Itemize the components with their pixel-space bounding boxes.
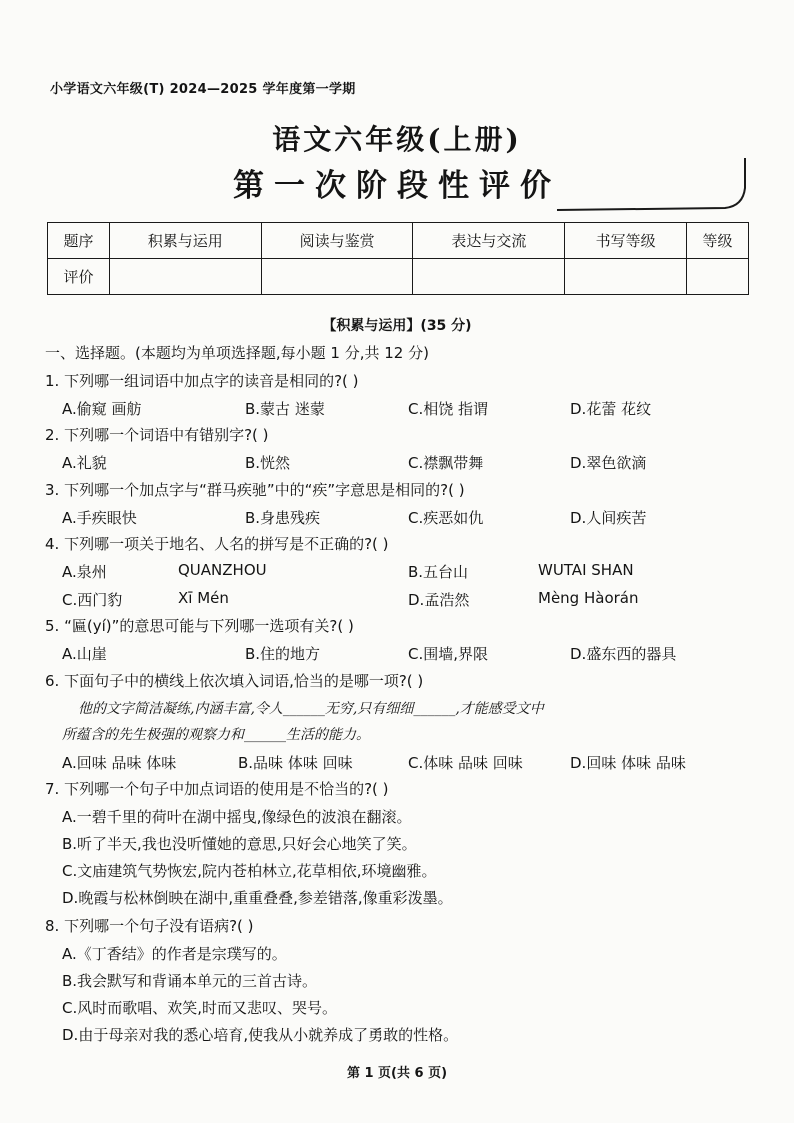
- q6-option-a: A.回味 品味 体味: [62, 754, 177, 772]
- question-2-stem: 2. 下列哪一个词语中有错别字?( ): [45, 426, 269, 444]
- q7-sentence-c: C.文庙建筑气势恢宏,院内苍柏林立,花草相依,环境幽雅。: [62, 862, 437, 880]
- q7-sentence-d: D.晚霞与松林倒映在湖中,重重叠叠,参差错落,像重彩泼墨。: [62, 889, 453, 907]
- q4-option-b-name: B.五台山: [408, 563, 469, 581]
- q1-option-c: C.相饶 指谓: [408, 400, 489, 418]
- question-3-stem: 3. 下列哪一个加点字与“群马疾驰”中的“疾”字意思是相同的?( ): [45, 481, 465, 499]
- question-6-stem: 6. 下面句子中的横线上依次填入词语,恰当的是哪一项?( ): [45, 672, 424, 690]
- q6-option-d: D.回味 体味 品味: [570, 754, 686, 772]
- q2-option-c: C.襟飘带舞: [408, 454, 484, 472]
- q4-option-d-name: D.孟浩然: [408, 591, 470, 609]
- q4-option-a-name: A.泉州: [62, 563, 107, 581]
- score-table-header-row: [48, 223, 749, 259]
- score-table-eval-row: [48, 259, 749, 295]
- q2-option-b: B.恍然: [245, 454, 291, 472]
- question-4-stem: 4. 下列哪一项关于地名、人名的拼写是不正确的?( ): [45, 535, 389, 553]
- score-row-label: 评价: [48, 259, 110, 295]
- q5-option-a: A.山崖: [62, 645, 107, 663]
- q5-option-c: C.围墙,界限: [408, 645, 489, 663]
- score-header-cell: 表达与交流: [413, 223, 565, 259]
- question-5-stem: 5. “匾(yí)”的意思可能与下列哪一选项有关?( ): [45, 617, 354, 635]
- score-blank-cell[interactable]: [565, 259, 687, 295]
- q6-option-b: B.品味 体味 回味: [238, 754, 353, 772]
- score-header-cell: 题序: [48, 223, 110, 259]
- q6-option-c: C.体味 品味 回味: [408, 754, 523, 772]
- q3-option-c: C.疾恶如仇: [408, 509, 484, 527]
- q6-passage-line-2: 所蕴含的先生极强的观察力和______生活的能力。: [62, 727, 370, 743]
- q7-sentence-a: A.一碧千里的荷叶在湖中摇曳,像绿色的波浪在翻滚。: [62, 808, 412, 826]
- q7-sentence-b: B.听了半天,我也没听懂她的意思,只好会心地笑了笑。: [62, 835, 417, 853]
- score-header-cell: 阅读与鉴赏: [261, 223, 413, 259]
- q4-option-d-pinyin: Mèng Hàorán: [538, 589, 639, 607]
- question-1-stem: 1. 下列哪一组词语中加点字的读音是相同的?( ): [45, 372, 359, 390]
- score-blank-cell[interactable]: [261, 259, 413, 295]
- q6-passage-line-1: 他的文字简洁凝练,内涵丰富,令人______无穷,只有细细______,才能感受文中: [78, 701, 544, 717]
- section-title: 【积累与运用】(35 分): [322, 318, 472, 334]
- q1-option-d: D.花蕾 花纹: [570, 400, 652, 418]
- decorative-curve-line: [555, 148, 755, 216]
- q4-option-a-pinyin: QUANZHOU: [178, 561, 267, 579]
- score-header-cell: 积累与运用: [109, 223, 261, 259]
- q3-option-b: B.身患残疾: [245, 509, 321, 527]
- q4-option-b-pinyin: WUTAI SHAN: [538, 561, 634, 579]
- q3-option-d: D.人间疾苦: [570, 509, 647, 527]
- score-header-cell: 等级: [687, 223, 749, 259]
- q1-option-a: A.偷窥 画舫: [62, 400, 142, 418]
- exam-header-line: 小学语文六年级(T) 2024—2025 学年度第一学期: [50, 82, 356, 97]
- q2-option-d: D.翠色欲滴: [570, 454, 647, 472]
- exam-title-grade: 语文六年级(上册): [272, 123, 522, 156]
- q4-option-c-pinyin: Xī Mén: [178, 589, 229, 607]
- score-blank-cell[interactable]: [687, 259, 749, 295]
- question-7-stem: 7. 下列哪一个句子中加点词语的使用是不恰当的?( ): [45, 780, 389, 798]
- q3-option-a: A.手疾眼快: [62, 509, 137, 527]
- score-header-cell: 书写等级: [565, 223, 687, 259]
- page-number-footer: 第 1 页(共 6 页): [346, 1066, 448, 1081]
- score-blank-cell[interactable]: [413, 259, 565, 295]
- q8-sentence-c: C.风时而歌唱、欢笑,时而又悲叹、哭号。: [62, 999, 338, 1017]
- q8-sentence-a: A.《丁香结》的作者是宗璞写的。: [62, 945, 287, 963]
- exam-title-main: 第一次阶段性评价: [233, 168, 561, 204]
- score-blank-cell[interactable]: [109, 259, 261, 295]
- q2-option-a: A.礼貌: [62, 454, 107, 472]
- question-8-stem: 8. 下列哪一个句子没有语病?( ): [45, 917, 254, 935]
- q4-option-c-name: C.西门豹: [62, 591, 123, 609]
- score-table: [47, 222, 749, 295]
- q8-sentence-b: B.我会默写和背诵本单元的三首古诗。: [62, 972, 318, 990]
- q5-option-d: D.盛东西的器具: [570, 645, 677, 663]
- q1-option-b: B.蒙古 迷蒙: [245, 400, 325, 418]
- q8-sentence-d: D.由于母亲对我的悉心培育,使我从小就养成了勇敢的性格。: [62, 1026, 459, 1044]
- q5-option-b: B.住的地方: [245, 645, 321, 663]
- part-one-heading: 一、选择题。(本题均为单项选择题,每小题 1 分,共 12 分): [45, 344, 429, 362]
